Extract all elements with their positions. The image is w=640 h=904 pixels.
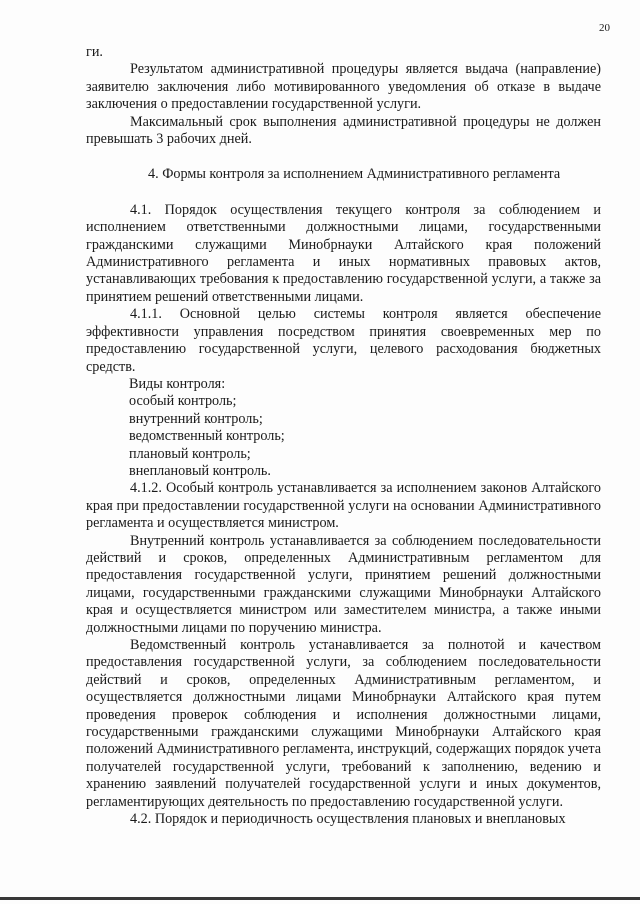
scan-edge-line: [0, 897, 640, 900]
document-body: [86, 44, 601, 828]
list-item: внутренний контроль;: [129, 410, 263, 427]
paragraph-4-1: 4.1. Порядок осуществления текущего контроля за соблюдением и исполнением ответственными должностными лицами, государственными гражданскими служащими Минобрнауки Алтайского края положений Административного регламента и иных нормативных правовых актов, устанавливающих требования к предоставлению государственной услуги, а также за принятием решений ответственными лицами.: [86, 201, 601, 305]
page-number: 20: [599, 22, 610, 34]
paragraph-departmental-control: Ведомственный контроль устанавливается за полнотой и качеством предоставления государственной услуги, за соблюдением последовательности действий и сроков, определенных Административным регламентом, и осуществляется должностными лицами Минобрнауки Алтайского края путем проведения проверок соблюдения и исполнения должностными лицами, государственными гражданскими служащими Минобрнауки Алтайского края положений Административного регламента, инструкций, содержащих порядок учета получателей государственной услуги, требований к заполнению, ведению и хранению заявлений получателей государственной услуги и иных документов, регламентирующих деятельность по предоставлению государственной услуги.: [86, 637, 601, 810]
list-item: плановый контроль;: [129, 445, 251, 462]
section-heading: 4. Формы контроля за исполнением Административного регламента: [148, 166, 561, 183]
control-types-list: [86, 376, 601, 480]
paragraph-4-1-1: 4.1.1. Основной целью системы контроля является обеспечение эффективности управления посредством принятия своевременных мер по предоставлению государственной услуги, целевого расходования бюджетных средств.: [86, 306, 601, 375]
paragraph-4-1-2: 4.1.2. Особый контроль устанавливается за исполнением законов Алтайского края при предоставлении государственной услуги на основании Административного регламента и осуществляется министром.: [86, 480, 601, 532]
list-item: ведомственный контроль;: [129, 428, 285, 445]
list-heading: Виды контроля:: [129, 375, 226, 392]
list-item: внеплановый контроль.: [129, 462, 271, 479]
paragraph-max-term: Максимальный срок выполнения административной процедуры не должен превышать 3 рабочих дней.: [86, 113, 601, 148]
paragraph-continuation: ги.: [86, 44, 103, 60]
list-item: особый контроль;: [129, 393, 237, 410]
paragraph-result: Результатом административной процедуры является выдача (направление) заявителю заключения либо мотивированного уведомления об отказе в выдаче заключения о предоставлении государственной услуги.: [86, 61, 601, 113]
paragraph-internal-control: Внутренний контроль устанавливается за соблюдением последовательности действий и сроков, определенных Административным регламентом для предоставления государственной услуги, принятием решений должностными лицами, государственными гражданскими служащими Минобрнауки Алтайского края и осуществляется министром или заместителем министра, а также иными должностными лицами по поручению министра.: [86, 532, 601, 636]
paragraph-4-2: 4.2. Порядок и периодичность осуществления плановых и внеплановых: [130, 811, 566, 828]
